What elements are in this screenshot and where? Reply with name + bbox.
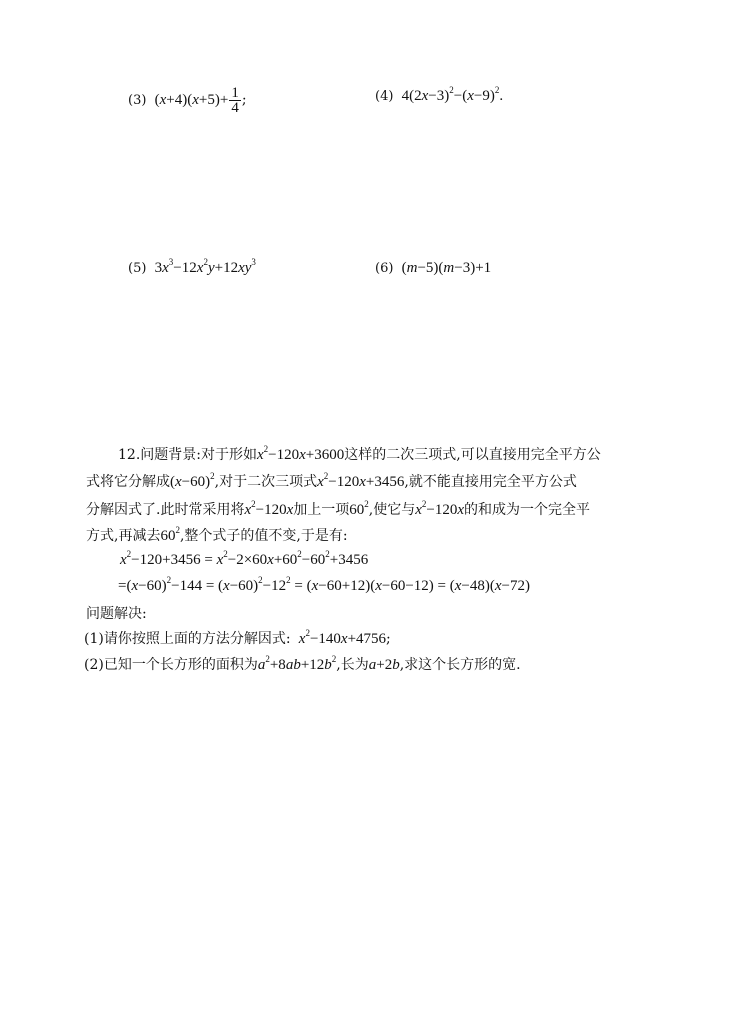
math-expression: $60^2$ [349,499,369,518]
question-6 [375,258,491,279]
math-expression: $a^2+8ab+12b^2$ [257,654,337,673]
text-segment: 分解因式了.此时常采用将 [86,502,245,518]
question-3: (3) (x+4)(x+5)+ $\frac{1}{4}$ ; [128,85,247,116]
question-4-expression: $4(2x-3)^2-(x-9)^2$. [397,85,504,104]
problem-solve-title [86,604,147,624]
math-expression: $x^2-120x$ [415,499,465,518]
problem-title: 问题背景: [140,447,201,463]
text-segment: 对于形如 [200,447,257,463]
text-segment: 的和成为一个完全平 [464,502,591,518]
text-segment: ,使它与 [368,502,416,518]
math-expression: $60^2$ [160,525,180,544]
question-6-expression: (m−5)(m−3)+1 [397,260,492,276]
solve-title: 问题解决: [86,606,147,622]
problem-12-line-2 [86,472,577,492]
text-segment: 方式,再减去 [86,528,161,544]
question-3-expression: (x+4)(x+5)+ $\frac{1}{4}$ [150,85,239,116]
question-4 [375,86,503,107]
derivation-line-2: $=(x-60)^2-144 = (x-60)^2-12^2 = (x-60+12)(x-60-12) = (x-48)(x-72)$ [118,575,531,594]
question-4-label: (4) [375,89,394,104]
problem-number: 12. [118,447,141,463]
text-segment: 式将它分解成 [86,474,170,490]
math-expression: a+2b [368,657,400,673]
text-segment: ,求这个长方形的宽. [399,657,521,673]
problem-12-line-3 [86,500,590,520]
text-segment: 这样的二次三项式,可以直接用完全平方公 [344,447,601,463]
math-expression: $x^2-120x$ [244,499,294,518]
derivation-line-1: $x^2-120+3456 = x^2-2\times 60x+60^2-60^2+3456$ [120,549,369,568]
math-expression: $(x-60)^2$ [170,471,215,490]
text-segment: ,对于二次三项式 [214,474,318,490]
text-segment: 加上一项 [293,502,350,518]
sub-question-1-text: (1)请你按照上面的方法分解因式: [84,631,291,647]
sub-question-1: (1)请你按照上面的方法分解因式: $x^2-140x+4756$; [84,628,391,647]
question-3-label: (3) [128,92,147,108]
question-5-expression: $3x^3-12x^2y+12xy^3$ [150,257,256,276]
problem-12-line-4 [86,526,348,546]
text-segment: ,整个式子的值不变,于是有: [179,528,348,544]
text-segment: (2)已知一个长方形的面积为 [84,657,258,673]
math-expression: $x^2-120x+3456$ [317,471,405,490]
sub-question-1-expression: $x^2-140x+4756$ [298,628,387,647]
sub-question-2 [84,655,521,675]
question-5 [128,258,256,279]
text-segment: ,长为 [336,657,369,673]
math-expression: $x^2-120x+3600$ [256,444,345,463]
problem-12-line-1 [118,445,601,465]
text-segment: ,就不能直接用完全平方公式 [404,474,577,490]
question-5-label: (5) [128,261,147,276]
question-6-label: (6) [375,261,394,276]
